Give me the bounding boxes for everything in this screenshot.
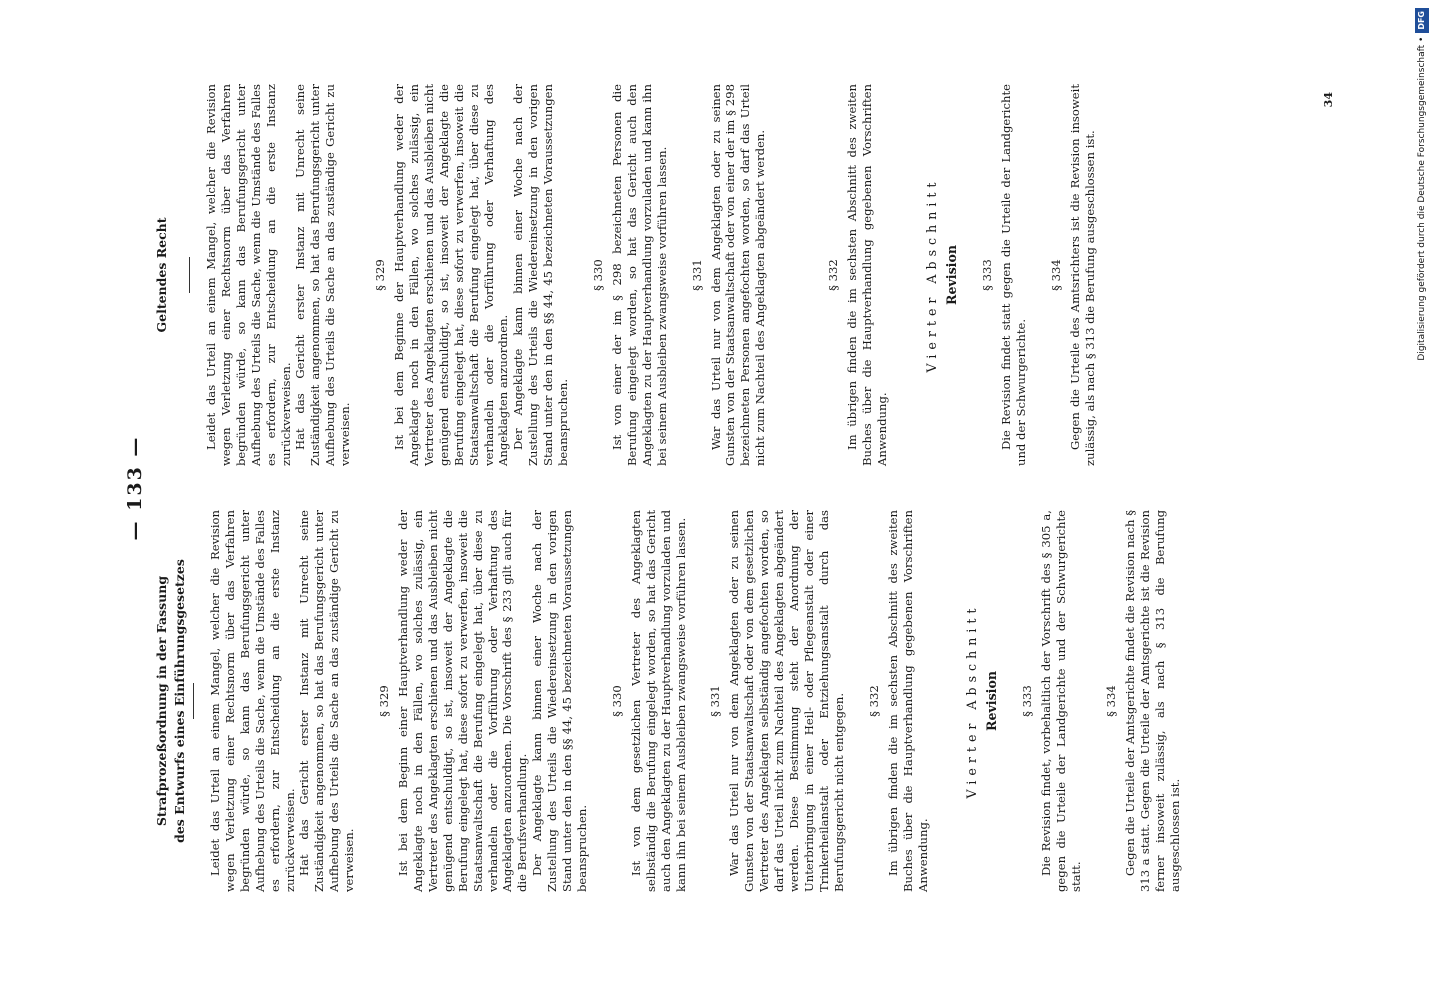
- paragraph: Gegen die Urteile der Amtsgerichte findet die Revision nach § 313 a statt. Gegen die Urteile der Amtsgerichte ist die Revision ferner insoweit zulässig, als nach § 313 die Berufung ausgeschlossen ist.: [1123, 510, 1182, 892]
- dfg-logo: DFG: [1415, 8, 1429, 33]
- paragraph: Hat das Gericht erster Instanz mit Unrecht seine Zuständigkeit angenommen, so hat das Berufungsgericht unter Aufhebung des Urteils die Sache an das zuständige Gericht zu verweisen.: [293, 84, 353, 466]
- digitization-credit-text: [1415, 8, 1429, 396]
- section-number: § 332: [826, 259, 841, 291]
- chapter-heading: Vierter Abschnitt: [964, 603, 980, 799]
- paragraph: Im übrigen finden die im sechsten Abschnitt des zweiten Buches über die Hauptverhandlung gegebenen Vorschriften Anwendung.: [885, 510, 930, 892]
- column-current-law: [155, 84, 1275, 466]
- chapter-title: Revision: [943, 245, 959, 306]
- right-heading: Geltendes Recht: [154, 217, 169, 333]
- section-number: § 330: [609, 685, 624, 717]
- section-number: § 329: [373, 259, 388, 291]
- heading-divider: [189, 257, 190, 293]
- section-number: § 331: [689, 259, 704, 291]
- section-number: § 332: [866, 685, 881, 717]
- section-number: § 330: [590, 259, 605, 291]
- chapter-heading: Vierter Abschnitt: [923, 177, 939, 373]
- paragraph: Leidet das Urteil an einem Mangel, welcher die Revision wegen Verletzung einer Rechtsnorm über das Verfahren begründen würde, so kann das Berufungsgericht unter Aufhebung des Urteils die Sache, wenn die Umstände des Falles es erfordern, zur Entscheidung an die erste Instanz zurückverweisen.: [208, 510, 297, 892]
- chapter-title: Revision: [984, 671, 1000, 732]
- heading-divider: [193, 683, 194, 719]
- left-heading-line-2: des Entwurfs eines Einführungsgesetzes: [172, 559, 187, 843]
- column-new-version: [155, 510, 1275, 892]
- paragraph: Ist von einer der im § 298 bezeichneten Personen die Berufung eingelegt worden, so hat das Gericht auch den Angeklagten zu der Hauptverhandlung vorzuladen und kann ihn bei seinem Ausbleiben zwangsweise vorführen lassen.: [609, 84, 669, 466]
- rotated-book-page: [87, 50, 1347, 950]
- left-heading-line-1: Strafprozeßordnung in der Fassung: [154, 575, 169, 827]
- section-number: § 333: [979, 259, 994, 291]
- digitization-credit-label: Digitalisierung gefördert durch die Deutsche Forschungsgemeinschaft •: [1417, 36, 1427, 361]
- section-number: § 329: [377, 685, 392, 717]
- section-number: § 333: [1020, 685, 1035, 717]
- paragraph: Ist bei dem Beginne der Hauptverhandlung weder der Angeklagte noch in den Fällen, wo solches zulässig, ein Vertreter des Angeklagten erschienen und das Ausbleiben nicht genügend entschuldigt, so ist, insoweit der Angeklagte die Berufung eingelegt hat, diese sofort zu verwerfen, insoweit die Staatsanwaltschaft die Berufung eingelegt hat, über diese zu verhandeln oder die Vorführung oder Verhaftung des Angeklagten anzuordnen.: [392, 84, 511, 466]
- paragraph: Die Revision findet, vorbehaltlich der Vorschrift des § 305 a, gegen die Urteile der Landgerichte und der Schwurgerichte statt.: [1039, 510, 1084, 892]
- paragraph: Der Angeklagte kann binnen einer Woche nach der Zustellung des Urteils die Wiedereinsetzung in den vorigen Stand unter den in den §§ 44, 45 bezeichneten Voraussetzungen beanspruchen.: [511, 84, 571, 466]
- paragraph: Ist bei dem Beginn einer Hauptverhandlung weder der Angeklagte noch in den Fällen, wo solches zulässig, ein Vertreter des Angeklagten erschienen und das Ausbleiben nicht genügend entschuldigt, so ist, insoweit der Angeklagte die Berufung eingelegt hat, diese sofort zu verwerfen, insoweit die Staatsanwaltschaft die Berufung eingelegt hat, über diese zu verhandeln oder die Vorführung oder Verhaftung des Angeklagten anzuordnen. Die Vorschrift des § 233 gilt auch für die Berufsverhandlung.: [396, 510, 530, 892]
- paragraph: Gegen die Urteile des Amtsrichters ist die Revision insoweit zulässig, als nach § 313 die Berufung ausgeschlossen ist.: [1067, 84, 1097, 466]
- page-number: — 133 —: [124, 435, 146, 541]
- paragraph: Leidet das Urteil an einem Mangel, welcher die Revision wegen Verletzung einer Rechtsnorm über das Verfahren begründen würde, so kann das Berufungsgericht unter Aufhebung des Urteils die Sache, wenn die Umstände des Falles es erfordern, zur Entscheidung an die erste Instanz zurückverweisen.: [204, 84, 293, 466]
- paragraph: War das Urteil nur von dem Angeklagten oder zu seinen Gunsten von der Staatsanwaltschaft oder von einer der im § 298 bezeichneten Personen angefochten worden, so darf das Urteil nicht zum Nachteil des Angeklagten abgeändert werden.: [708, 84, 768, 466]
- section-number: § 334: [1104, 685, 1119, 717]
- signature-number: 34: [1322, 92, 1335, 108]
- two-column-body: [155, 84, 1275, 892]
- section-number: § 331: [708, 685, 723, 717]
- paragraph: Die Revision findet statt gegen die Urteile der Landgerichte und der Schwurgerichte.: [998, 84, 1028, 466]
- paragraph: Der Angeklagte kann binnen einer Woche nach der Zustellung des Urteils die Wiedereinsetzung in den vorigen Stand unter den in den §§ 44, 45 bezeichneten Voraussetzungen beanspruchen.: [530, 510, 589, 892]
- digitization-credit: [1412, 8, 1432, 396]
- paragraph: Ist von dem gesetzlichen Vertreter des Angeklagten selbständig die Berufung eingelegt worden, so hat das Gericht auch den Angeklagten zu der Hauptverhandlung vorzuladen und kann ihn bei seinem Ausbleiben zwangsweise vorführen lassen.: [628, 510, 688, 892]
- paragraph: War das Urteil nur von dem Angeklagten oder zu seinen Gunsten von der Staatsanwaltschaft oder von dem gesetzlichen Vertreter des Angeklagten selbständig angefochten worden, so darf das Urteil nicht zum Nachteil des Angeklagten abgeändert werden. Diese Bestimmung steht der Anordnung der Unterbringung in einer Heil- oder Pflegeanstalt oder einer Trinkerheilanstalt oder Entziehungsanstalt durch das Berufungsgericht nicht entgegen.: [727, 510, 846, 892]
- paragraph: Im übrigen finden die im sechsten Abschnitt des zweiten Buches über die Hauptverhandlung gegebenen Vorschriften Anwendung.: [845, 84, 889, 466]
- section-number: § 334: [1048, 259, 1063, 291]
- paragraph: Hat das Gericht erster Instanz mit Unrecht seine Zuständigkeit angenommen, so hat das Berufungsgericht unter Aufhebung des Urteils die Sache an das zuständige Gericht zu verweisen.: [297, 510, 357, 892]
